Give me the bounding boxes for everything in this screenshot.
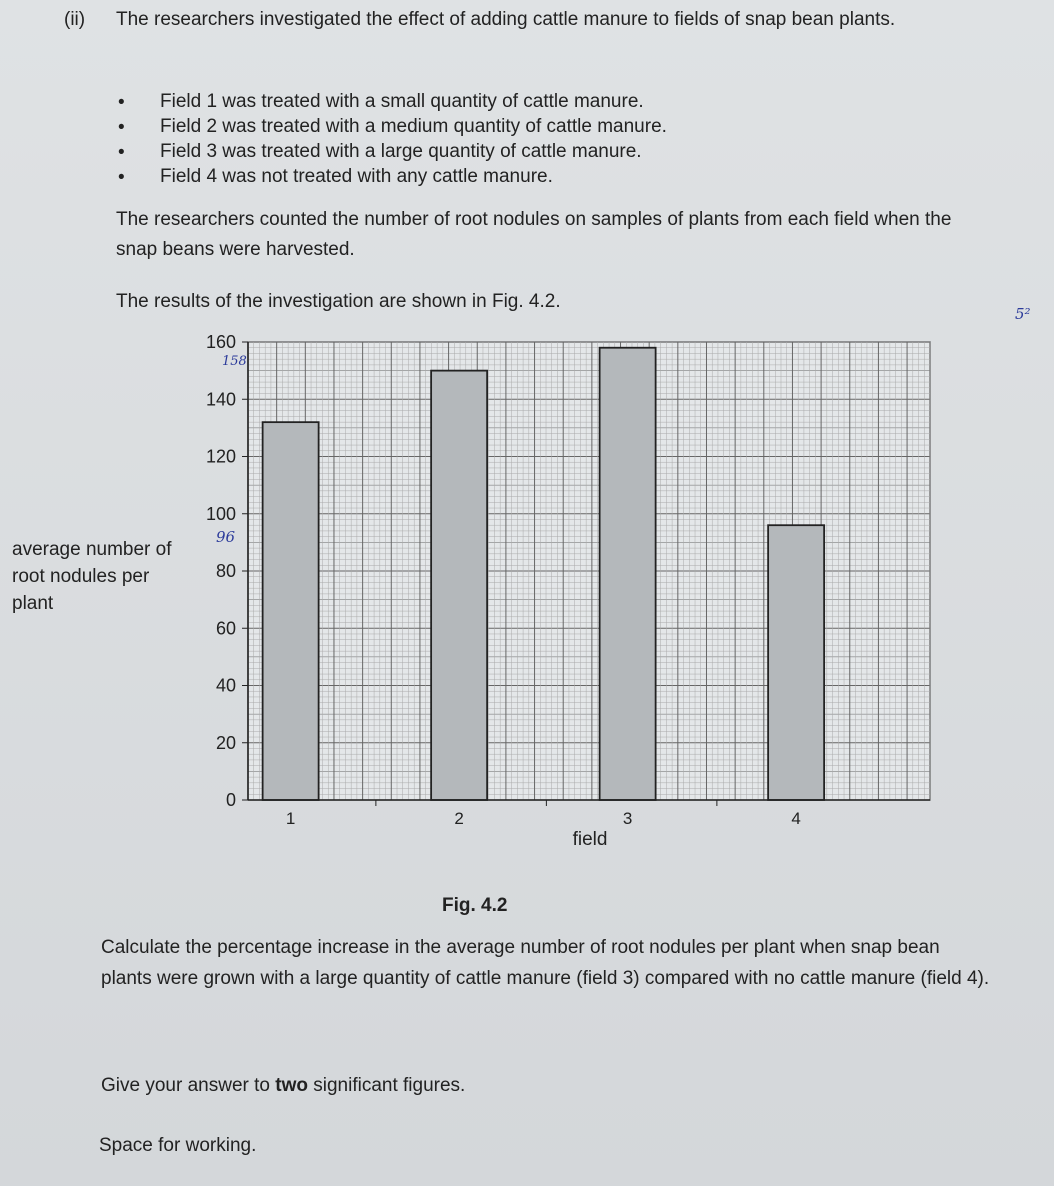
task-paragraph: Calculate the percentage increase in the average number of root nodules per plant when snap bean plants were grown with a large quantity of cattle manure (field 3) compared with no cattle manure (field 4). [101,937,990,989]
x-axis-label: field [572,829,608,850]
bullet-item: Field 2 was treated with a medium quantity of cattle manure. [160,116,667,137]
x-tick-label: 1 [285,809,296,828]
x-tick-label: 4 [791,809,801,828]
sig-fig-instruction: Give your answer to two significant figures. [101,1075,466,1096]
bar-field-3 [600,348,656,800]
y-tick-label: 0 [225,790,236,810]
question-intro: The researchers investigated the effect of adding cattle manure to fields of snap bean plants. [116,9,896,30]
figure-caption: Fig. 4.2 [442,895,508,916]
y-tick-label: 100 [205,503,236,524]
x-tick-label: 3 [622,809,633,828]
y-axis-label: average number of root nodules per plant [12,539,172,614]
bar-field-2 [431,371,487,800]
y-tick-label: 40 [215,675,236,696]
y-tick-label: 20 [215,732,236,753]
bar-field-1 [263,422,319,800]
handwritten-annotation: 158 [222,354,247,369]
margin-annotation: 5² [1015,305,1031,323]
bullet-item: Field 3 was treated with a large quantity of cattle manure. [160,141,642,162]
results-sentence: The results of the investigation are shown in Fig. 4.2. [116,291,561,312]
bullet-item: Field 4 was not treated with any cattle manure. [160,166,553,187]
grid-paper [248,342,930,800]
question-number: (ii) [64,9,86,30]
y-tick-label: 80 [215,561,236,581]
exam-page: (ii) The researchers investigated the effect of adding cattle manure to fields of snap bean plants. • Field 1 was treated with a small quantity of cattle manure. • Field 2 was treated with a medium quantity of cattle manure. • Field 3 was treated with a large quantity of cattle manure. • Field 4 was not treated with any cattle manure. The researchers counted the number of root nodules on samples of plants from each field when the snap beans were harvested. The results of the investigation are shown in Fig. 4.2. 5² average number of root nodules per plant 1 2 3 4 0 20 40 60 80 100 120 140 160 field 158 96 Fig. 4.2 Calculate the percentage increase in the average number of root nodules per plant when snap bean plants were grown with a large quantity of cattle manure (field 3) compared with no cattle manure (field 4). Give your answer to two significant figures. Space for working. [0,0,1054,1186]
y-tick-label: 60 [215,618,236,639]
handwritten-annotation: 96 [216,528,236,546]
y-tick-label: 140 [205,389,236,410]
bar-chart [0,320,1054,860]
x-tick-label: 2 [454,809,464,828]
bullet-item: Field 1 was treated with a small quantity of cattle manure. [160,91,644,112]
method-paragraph: The researchers counted the number of root nodules on samples of plants from each field when the snap beans were harvested. [116,209,952,260]
y-tick-label: 160 [205,332,236,352]
bar-field-4 [768,525,824,800]
y-tick-label: 120 [205,446,236,467]
working-space-label: Space for working. [99,1135,257,1156]
